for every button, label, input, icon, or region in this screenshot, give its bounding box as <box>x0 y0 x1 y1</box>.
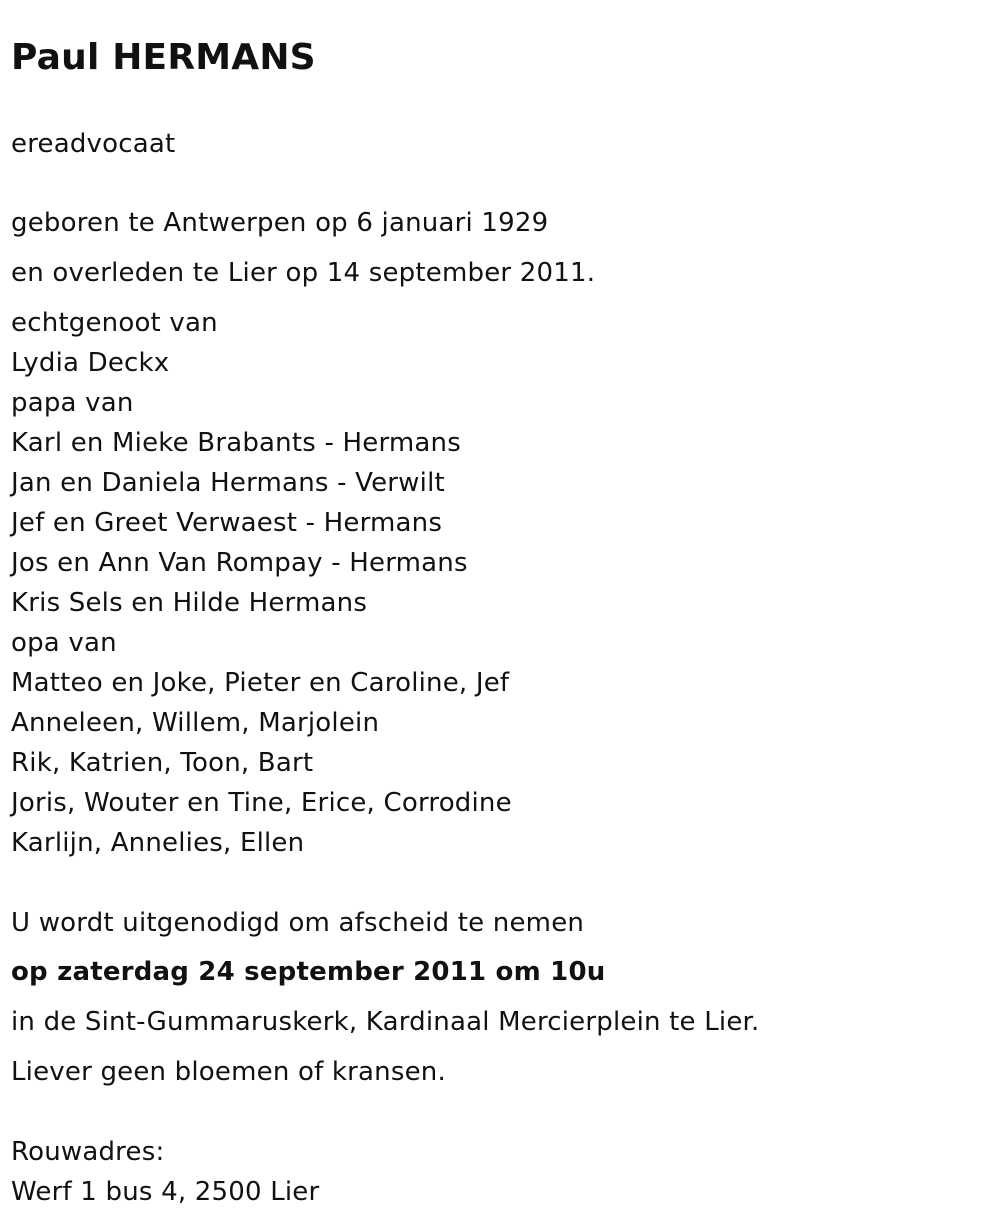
spouse-name: Lydia Deckx <box>11 348 170 378</box>
grandchild-line: Karlijn, Annelies, Ellen <box>11 828 305 858</box>
spouse-label: echtgenoot van <box>11 308 218 338</box>
grandchild-line: Rik, Katrien, Toon, Bart <box>11 748 314 778</box>
child-line: Jos en Ann Van Rompay - Hermans <box>11 548 468 578</box>
profession: ereadvocaat <box>11 129 176 159</box>
child-line: Jan en Daniela Hermans - Verwilt <box>11 468 445 498</box>
flowers-note: Liever geen bloemen of kransen. <box>11 1057 446 1087</box>
mourning-address: Werf 1 bus 4, 2500 Lier <box>11 1177 320 1207</box>
grandchild-line: Anneleen, Willem, Marjolein <box>11 708 380 738</box>
grandchild-line: Joris, Wouter en Tine, Erice, Corrodine <box>11 788 512 818</box>
ceremony-place: in de Sint-Gummaruskerk, Kardinaal Mercierplein te Lier. <box>11 1007 760 1037</box>
address-label: Rouwadres: <box>11 1137 165 1167</box>
birth-line: geboren te Antwerpen op 6 januari 1929 <box>11 208 549 238</box>
child-line: Karl en Mieke Brabants - Hermans <box>11 428 461 458</box>
deceased-name: Paul HERMANS <box>11 37 316 78</box>
invitation-text: U wordt uitgenodigd om afscheid te nemen <box>11 908 585 938</box>
death-line: en overleden te Lier op 14 september 2011. <box>11 258 596 288</box>
grandchild-line: Matteo en Joke, Pieter en Caroline, Jef <box>11 668 510 698</box>
child-line: Kris Sels en Hilde Hermans <box>11 588 368 618</box>
ceremony-date: op zaterdag 24 september 2011 om 10u <box>11 957 606 987</box>
child-line: Jef en Greet Verwaest - Hermans <box>11 508 443 538</box>
children-label: papa van <box>11 388 134 418</box>
grandchildren-label: opa van <box>11 628 117 658</box>
